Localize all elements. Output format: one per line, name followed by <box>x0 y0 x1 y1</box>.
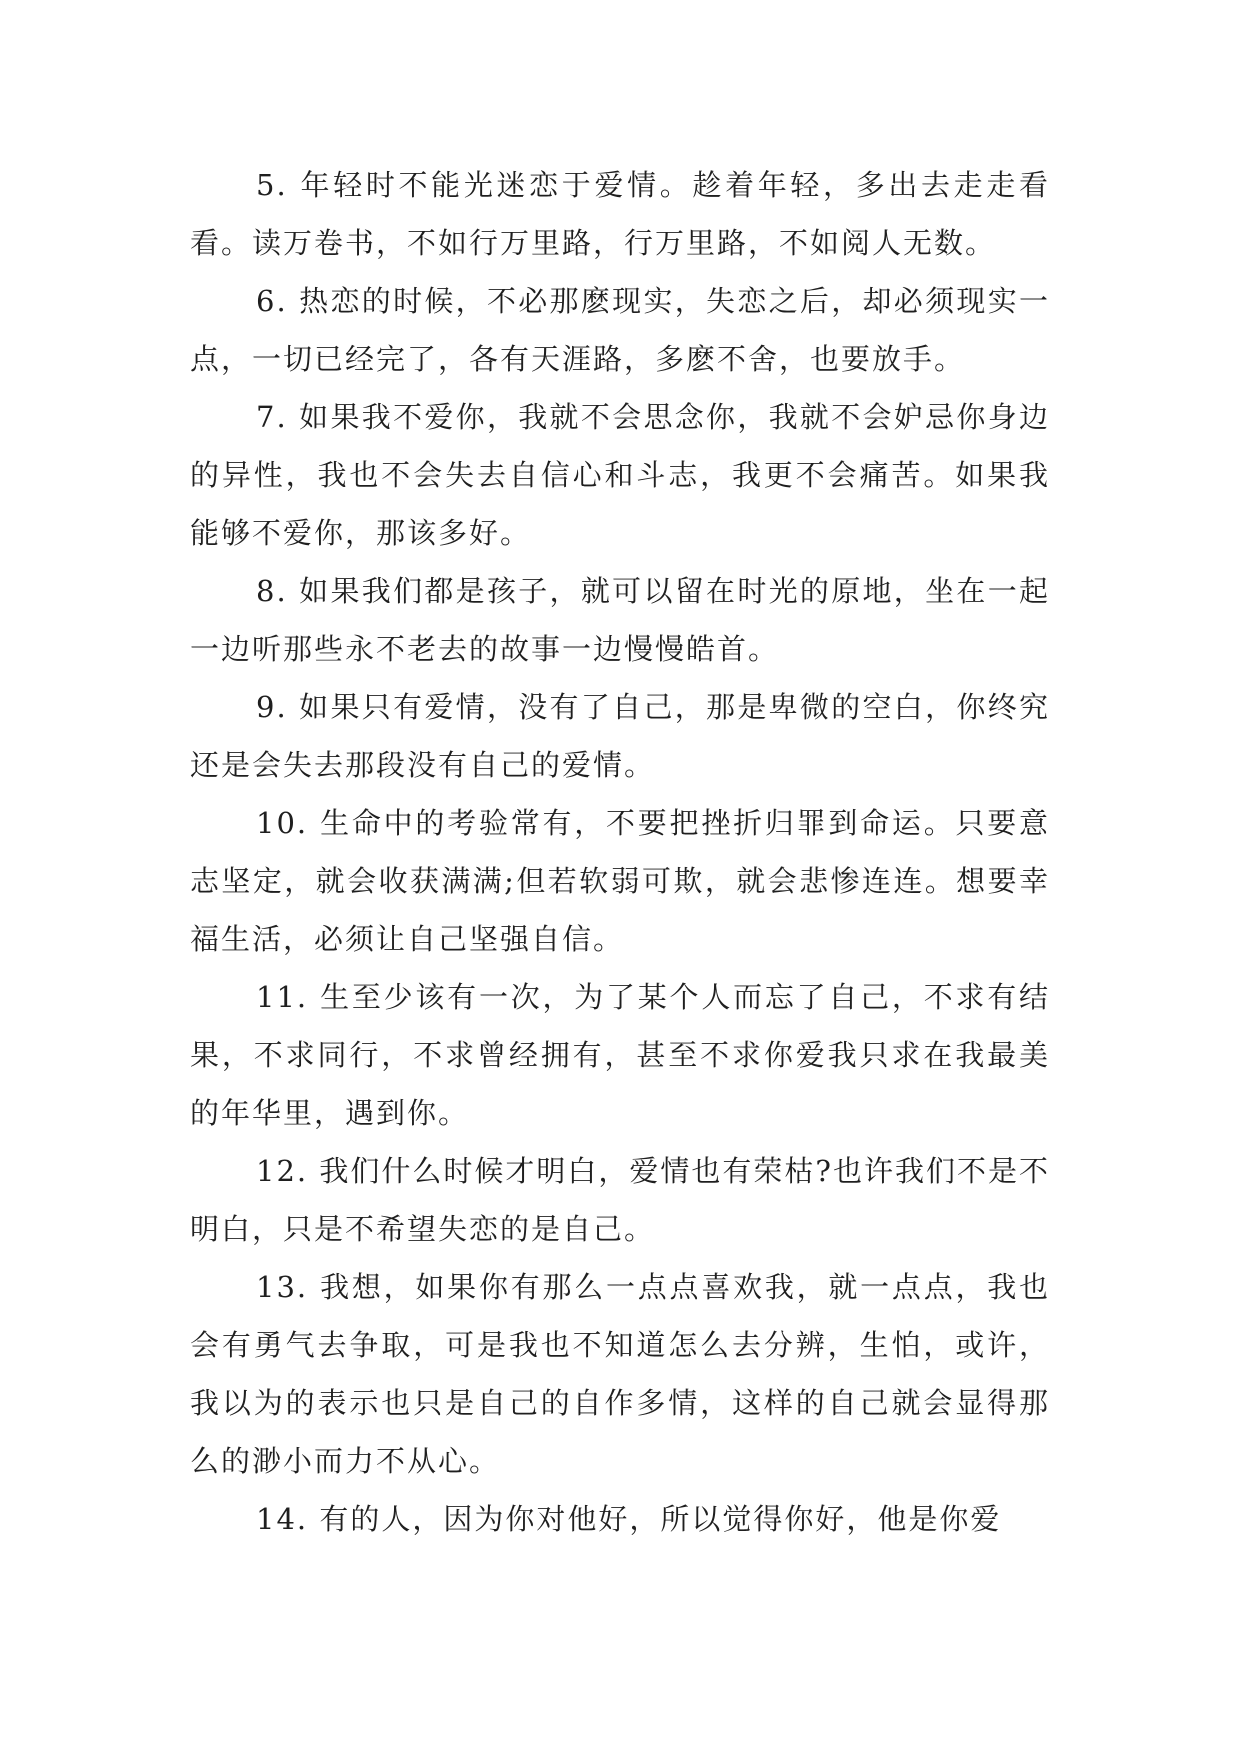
paragraph-8: 8. 如果我们都是孩子，就可以留在时光的原地，坐在一起一边听那些永不老去的故事一边慢慢皓首。 <box>190 574 1050 666</box>
paragraph-14: 14. 有的人，因为你对他好，所以觉得你好，他是你爱 <box>256 1502 1002 1536</box>
paragraph-7: 7. 如果我不爱你，我就不会思念你，我就不会妒忌你身边的异性，我也不会失去自信心和斗志，我更不会痛苦。如果我能够不爱你，那该多好。 <box>190 400 1050 550</box>
paragraph-11: 11. 生至少该有一次，为了某个人而忘了自己，不求有结果，不求同行，不求曾经拥有，甚至不求你爱我只求在我最美的年华里，遇到你。 <box>190 980 1050 1130</box>
document-body <box>190 156 1050 1548</box>
paragraph-12: 12. 我们什么时候才明白，爱情也有荣枯?也许我们不是不明白，只是不希望失恋的是自己。 <box>190 1154 1050 1246</box>
paragraph-5: 5. 年轻时不能光迷恋于爱情。趁着年轻，多出去走走看看。读万卷书，不如行万里路，行万里路，不如阅人无数。 <box>190 168 1050 260</box>
paragraph-10: 10. 生命中的考验常有，不要把挫折归罪到命运。只要意志坚定，就会收获满满;但若软弱可欺，就会悲惨连连。想要幸福生活，必须让自己坚强自信。 <box>190 806 1050 956</box>
paragraph-13: 13. 我想，如果你有那么一点点喜欢我，就一点点，我也会有勇气去争取，可是我也不知道怎么去分辨，生怕，或许，我以为的表示也只是自己的自作多情，这样的自己就会显得那么的渺小而力不从心。 <box>190 1270 1050 1478</box>
paragraph-9: 9. 如果只有爱情，没有了自己，那是卑微的空白，你终究还是会失去那段没有自己的爱情。 <box>190 690 1050 782</box>
paragraph-6: 6. 热恋的时候，不必那麽现实，失恋之后，却必须现实一点，一切已经完了，各有天涯路，多麽不舍，也要放手。 <box>190 284 1050 376</box>
